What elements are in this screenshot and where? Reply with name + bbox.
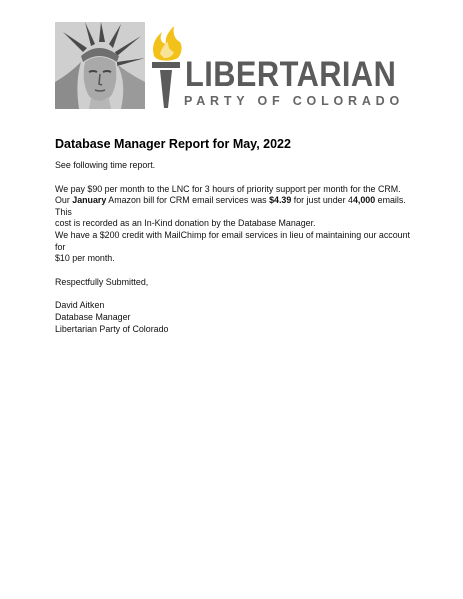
text-run: emails. This bbox=[55, 195, 406, 217]
torch-logo-icon bbox=[148, 26, 186, 110]
text-run: Amazon bill for CRM email services was bbox=[106, 195, 270, 206]
brand-title: LIBERTARIAN bbox=[185, 55, 397, 94]
text-run: Our bbox=[55, 195, 73, 206]
letterhead bbox=[55, 22, 405, 112]
brand-subtitle: PARTY OF COLORADO bbox=[184, 94, 405, 108]
closing-text: Respectfully Submitted, bbox=[55, 276, 149, 287]
month-highlight: January bbox=[72, 195, 107, 206]
paragraph-line: cost is recorded as an In-Kind donation by the Database Manager. bbox=[55, 218, 316, 229]
report-title: Database Manager Report for May, 2022 bbox=[55, 137, 291, 151]
count-highlight: 4,000 bbox=[352, 195, 376, 206]
text-run: for just under 4 bbox=[291, 195, 353, 206]
intro-text: See following time report. bbox=[55, 160, 156, 170]
report-body bbox=[55, 160, 415, 335]
signature-org: Libertarian Party of Colorado bbox=[55, 323, 169, 334]
amount-highlight: $4.39 bbox=[269, 195, 292, 206]
paragraph-line bbox=[55, 195, 415, 218]
signature-title: Database Manager bbox=[55, 311, 131, 322]
paragraph-line: We pay $90 per month to the LNC for 3 hours of priority support per month for the CRM. bbox=[55, 183, 401, 194]
signature-name: David Aitken bbox=[55, 300, 105, 311]
paragraph-line: We have a $200 credit with MailChimp for email services in lieu of maintaining our account for bbox=[55, 229, 411, 252]
paragraph-line: $10 per month. bbox=[55, 253, 115, 264]
statue-of-liberty-image bbox=[55, 22, 145, 109]
